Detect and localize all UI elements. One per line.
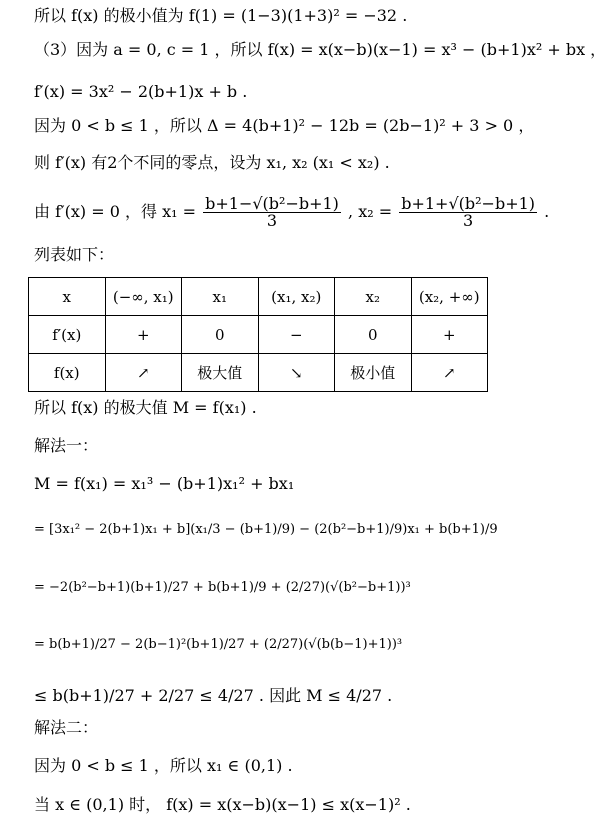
line-6 xyxy=(34,196,549,229)
table-cell: − xyxy=(258,316,335,354)
line-16: 因为 0 < b ≤ 1 ，所以 x₁ ∈ (0,1) . xyxy=(34,756,293,775)
table-cell: (−∞, x₁) xyxy=(105,278,182,316)
line-8: 所以 f(x) 的极大值 M = f(x₁) . xyxy=(34,398,257,417)
table-row xyxy=(29,278,488,316)
x1-numerator: b+1−√(b²−b+1) xyxy=(205,194,339,213)
variation-table xyxy=(28,277,488,392)
x2-fraction xyxy=(399,196,537,229)
x2-denominator: 3 xyxy=(463,211,474,230)
line-14: ≤ b(b+1)/27 + 2/27 ≤ 4/27 . 因此 M ≤ 4/27 . xyxy=(34,686,393,705)
line-15: 解法二： xyxy=(34,718,99,737)
table-cell: x xyxy=(29,278,106,316)
line-11: = [3x₁² − 2(b+1)x₁ + b](x₁/3 − (b+1)/9) − (2(b²−b+1)/9)x₁ + b(b+1)/9 xyxy=(34,522,498,537)
line-1: 所以 f(x) 的极小值为 f(1) = (1−3)(1+3)² = −32 . xyxy=(34,6,408,25)
line-4: 因为 0 < b ≤ 1 ，所以 Δ = 4(b+1)² − 12b = (2b−1)² + 3 > 0 ， xyxy=(34,116,535,135)
line-6-prefix: 由 f′(x) = 0 ，得 x₁ = xyxy=(34,202,197,221)
table-cell: + xyxy=(411,316,488,354)
line-12: = −2(b²−b+1)(b+1)/27 + b(b+1)/9 + (2/27)(√(b²−b+1))³ xyxy=(34,580,411,595)
line-6-mid: , x₂ = xyxy=(348,202,393,221)
table-cell: 极大值 xyxy=(182,354,259,392)
table-cell: ↘ xyxy=(258,354,335,392)
table-cell: f′(x) xyxy=(29,316,106,354)
table-cell: 0 xyxy=(335,316,412,354)
line-3: f′(x) = 3x² − 2(b+1)x + b . xyxy=(34,82,248,101)
table-cell: x₁ xyxy=(182,278,259,316)
table-cell: (x₂, +∞) xyxy=(411,278,488,316)
table-cell: ↗ xyxy=(105,354,182,392)
x2-numerator: b+1+√(b²−b+1) xyxy=(401,194,536,213)
line-7: 列表如下： xyxy=(34,245,115,264)
line-13: = b(b+1)/27 − 2(b−1)²(b+1)/27 + (2/27)(√(b(b−1)+1))³ xyxy=(34,637,403,652)
table-cell: f(x) xyxy=(29,354,106,392)
table-row xyxy=(29,354,488,392)
table-cell: (x₁, x₂) xyxy=(258,278,335,316)
line-17: 当 x ∈ (0,1) 时， f(x) = x(x−b)(x−1) ≤ x(x−1)² . xyxy=(34,795,411,814)
line-6-end: . xyxy=(544,202,550,221)
table-cell: x₂ xyxy=(335,278,412,316)
line-10: M = f(x₁) = x₁³ − (b+1)x₁² + bx₁ xyxy=(34,474,295,493)
table-cell: + xyxy=(105,316,182,354)
line-9: 解法一： xyxy=(34,436,99,455)
x1-fraction xyxy=(203,196,341,229)
line-5: 则 f′(x) 有2个不同的零点，设为 x₁, x₂ (x₁ < x₂) . xyxy=(34,153,390,172)
table-cell: 极小值 xyxy=(335,354,412,392)
table-cell: ↗ xyxy=(411,354,488,392)
table-cell: 0 xyxy=(182,316,259,354)
table-row xyxy=(29,316,488,354)
x1-denominator: 3 xyxy=(266,211,278,230)
line-2: （3）因为 a = 0, c = 1 ，所以 f(x) = x(x−b)(x−1) = x³ − (b+1)x² + bx ， xyxy=(34,40,606,59)
